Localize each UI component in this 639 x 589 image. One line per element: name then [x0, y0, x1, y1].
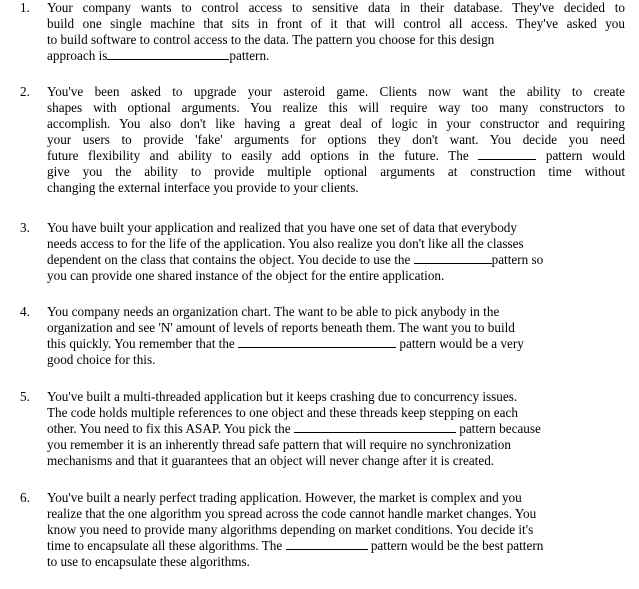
question-line: You've built a multi-threaded application but it keeps crashing due to concurrency issues. [47, 389, 518, 404]
answer-blank[interactable] [478, 148, 536, 160]
question-number: 1. [20, 0, 30, 15]
answer-line [47, 336, 524, 352]
question-line: to use to encapsulate these algorithms. [47, 554, 250, 569]
question-line: shapes with optional arguments. You realize this will require way too many constructors to [47, 100, 625, 115]
question-line: give you the ability to provide multiple optional arguments at construction time without [47, 164, 625, 179]
answer-blank[interactable] [238, 336, 396, 348]
question-line: know you need to provide many algorithms depending on market conditions. You decide it's [47, 522, 534, 537]
answer-blank[interactable] [294, 421, 456, 433]
answer-blank[interactable] [107, 48, 229, 60]
question-line: to build software to control access to the data. The pattern you choose for this design [47, 32, 495, 47]
question-line: The code holds multiple references to one object and these threads keep stepping on each [47, 405, 518, 420]
question-line: accomplish. You also don't like having a great deal of logic in your constructor and requiring [47, 116, 625, 131]
question-number: 5. [20, 389, 30, 404]
blank-prefix: future flexibility and ability to easily add options in the future. The [47, 148, 469, 163]
blank-suffix: pattern would be a very [399, 336, 524, 351]
blank-suffix: pattern because [459, 421, 541, 436]
question-number: 2. [20, 84, 30, 99]
question-number: 6. [20, 490, 30, 505]
blank-suffix: pattern so [491, 252, 544, 267]
question-line: You've been asked to upgrade your asteroid game. Clients now want the ability to create [47, 84, 625, 99]
question-line: You have built your application and realized that you have one set of data that everybody [47, 220, 517, 235]
blank-suffix: pattern. [229, 48, 270, 63]
answer-blank[interactable] [414, 252, 492, 264]
answer-line [47, 148, 625, 164]
blank-suffix: pattern would [545, 148, 626, 163]
question-line: you remember it is an inherently thread safe pattern that will require no synchronization [47, 437, 511, 452]
answer-blank[interactable] [286, 538, 368, 550]
question-line: You've built a nearly perfect trading application. However, the market is complex and you [47, 490, 522, 505]
question-line: mechanisms and that it guarantees that an object will never change after it is created. [47, 453, 495, 468]
question-line: needs access to for the life of the application. You also realize you don't like all the classes [47, 236, 524, 251]
question-line: your users to provide 'fake' arguments for options they don't want. You decide you need [47, 132, 625, 147]
answer-line [47, 252, 543, 268]
answer-line [47, 538, 543, 554]
question-line: organization and see 'N' amount of levels of reports beneath them. The want you to build [47, 320, 515, 335]
answer-line [47, 421, 541, 437]
blank-prefix: time to encapsulate all these algorithms. The [47, 538, 283, 553]
blank-suffix: pattern would be the best pattern [370, 538, 544, 553]
question-line: good choice for this. [47, 352, 156, 367]
answer-line [47, 48, 269, 64]
question-line: Your company wants to control access to sensitive data in their database. They've decided to [47, 0, 625, 15]
question-number: 3. [20, 220, 30, 235]
blank-prefix: this quickly. You remember that the [47, 336, 235, 351]
blank-prefix: other. You need to fix this ASAP. You pick the [47, 421, 291, 436]
blank-prefix: approach is [47, 48, 108, 63]
question-line: realize that the one algorithm you spread across the code cannot handle market changes. You [47, 506, 537, 521]
question-number: 4. [20, 304, 30, 319]
question-line: changing the external interface you provide to your clients. [47, 180, 359, 195]
question-line: build one single machine that sits in front of it that will control all access. They've asked you [47, 16, 625, 31]
blank-prefix: dependent on the class that contains the object. You decide to use the [47, 252, 411, 267]
question-line: You company needs an organization chart. The want to be able to pick anybody in the [47, 304, 500, 319]
question-line: you can provide one shared instance of the object for the entire application. [47, 268, 445, 283]
